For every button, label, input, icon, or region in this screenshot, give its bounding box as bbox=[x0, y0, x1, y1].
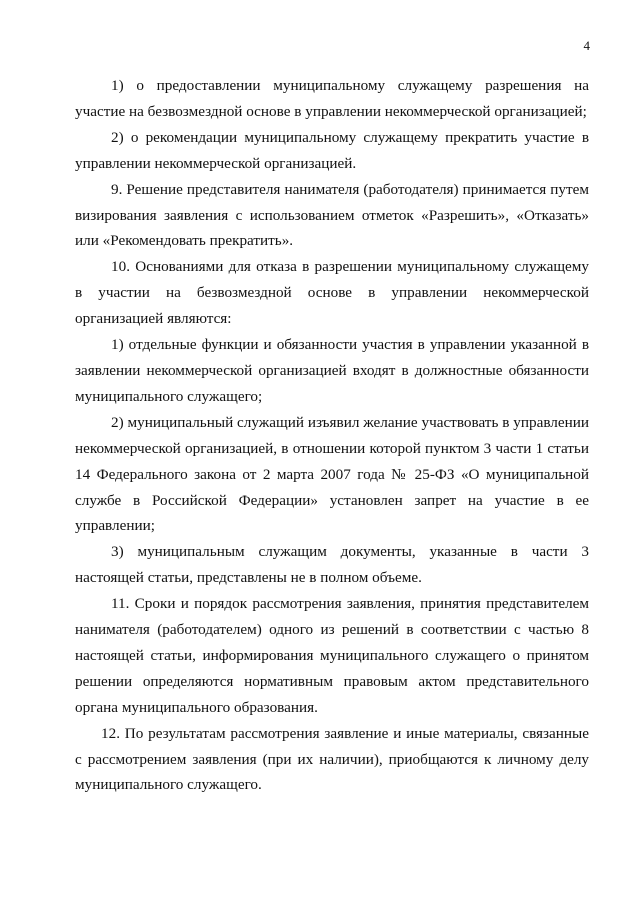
paragraph-refusal-ground-3: 3) муниципальным служащим документы, указанные в части 3 настоящей статьи, представлены не в полном объеме. bbox=[75, 543, 589, 587]
paragraph-decision-recommend-stop: 2) о рекомендации муниципальному служащему прекратить участие в управлении некоммерческой организацией. bbox=[75, 128, 589, 172]
paragraph-section-10: 10. Основаниями для отказа в разрешении муниципальному служащему в участии на безвозмездной основе в управлении некоммерческой организацией являются: bbox=[75, 258, 589, 328]
paragraph-section-11: 11. Сроки и порядок рассмотрения заявления, принятия представителем нанимателя (работодателем) одного из решений в соответствии с частью 8 настоящей статьи, информирования муниципального служащего о принятом решении определяются нормативным правовым актом представительного органа муниципального образования. bbox=[75, 595, 589, 716]
page-number: 4 bbox=[583, 38, 590, 53]
paragraph-refusal-ground-1: 1) отдельные функции и обязанности участия в управлении указанной в заявлении некоммерческой организацией входят в должностные обязанности муниципального служащего; bbox=[75, 336, 589, 405]
paragraph-section-12: 12. По результатам рассмотрения заявление и иные материалы, связанные с рассмотрением заявления (при их наличии), приобщаются к личному делу муниципального служащего. bbox=[75, 724, 589, 794]
document-body bbox=[75, 73, 589, 798]
paragraph-refusal-ground-2: 2) муниципальный служащий изъявил желание участвовать в управлении некоммерческой организацией, в отношении которой пунктом 3 части 1 статьи 14 Федерального закона от 2 марта 2007 года № 25-ФЗ «О муниципальной службе в Российской Федерации» установлен запрет на участие в ее управлении; bbox=[75, 413, 589, 535]
paragraph-decision-permit: 1) о предоставлении муниципальному служащему разрешения на участие на безвозмездной основе в управлении некоммерческой организацией; bbox=[75, 77, 589, 120]
paragraph-section-9: 9. Решение представителя нанимателя (работодателя) принимается путем визирования заявления с использованием отметок «Разрешить», «Отказать» или «Рекомендовать прекратить». bbox=[75, 180, 589, 250]
